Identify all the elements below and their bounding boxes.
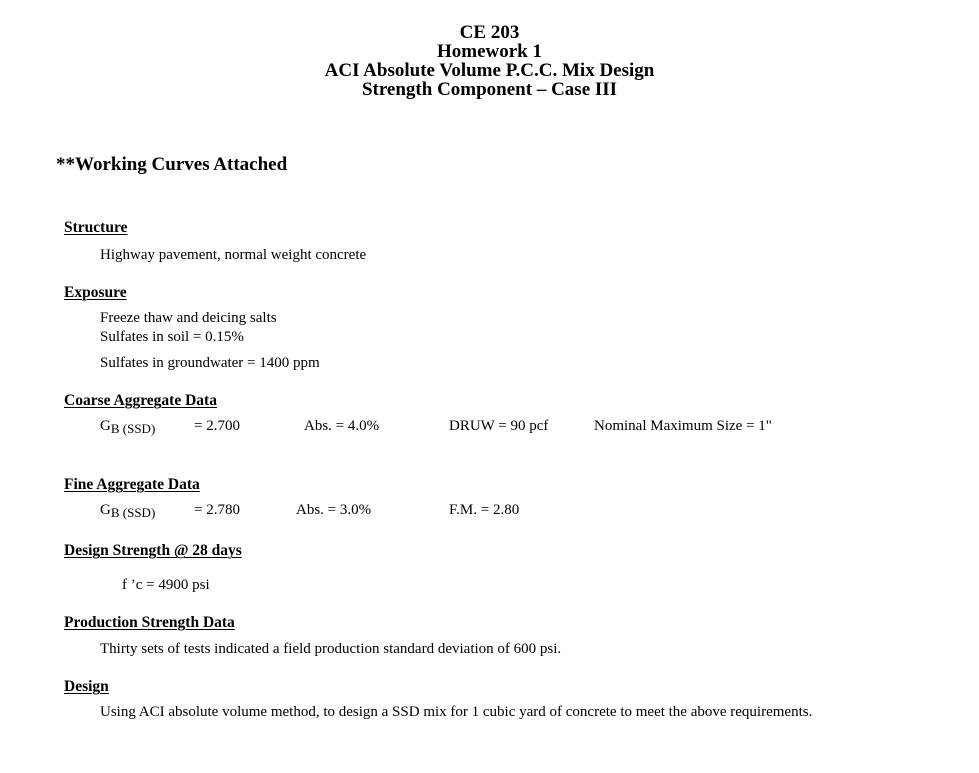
exposure-line-2: Sulfates in soil = 0.15% xyxy=(100,329,244,345)
course-title: CE 203 xyxy=(459,22,520,43)
fine-fineness-modulus: F.M. = 2.80 xyxy=(449,502,520,518)
coarse-nominal-size: Nominal Maximum Size = 1" xyxy=(594,418,772,434)
fine-gb-subscript: B (SSD) xyxy=(110,505,156,520)
exposure-heading: Exposure xyxy=(64,284,127,301)
fine-aggregate-heading: Fine Aggregate Data xyxy=(64,476,200,493)
assignment-title: Homework 1 xyxy=(436,41,542,62)
design-strength-value: f ’c = 4900 psi xyxy=(122,577,210,593)
coarse-aggregate-heading: Coarse Aggregate Data xyxy=(64,392,217,409)
structure-text: Highway pavement, normal weight concrete xyxy=(100,247,367,263)
fine-gb-value: = 2.780 xyxy=(194,502,240,518)
document-subtitle: Strength Component – Case III xyxy=(361,79,618,100)
design-strength-heading: Design Strength @ 28 days xyxy=(64,542,242,559)
design-text: Using ACI absolute volume method, to design a SSD mix for 1 cubic yard of concrete to meet the above requirements. xyxy=(100,704,813,720)
coarse-gb-letter: G xyxy=(100,418,111,434)
coarse-absorption: Abs. = 4.0% xyxy=(304,418,380,434)
coarse-gb-symbol xyxy=(100,418,155,435)
design-heading: Design xyxy=(64,678,109,695)
production-strength-text: Thirty sets of tests indicated a field production standard deviation of 600 psi. xyxy=(100,641,562,657)
fine-absorption: Abs. = 3.0% xyxy=(296,502,372,518)
fine-gb-letter: G xyxy=(100,502,111,518)
structure-heading: Structure xyxy=(64,219,128,236)
working-curves-note: **Working Curves Attached xyxy=(56,154,288,175)
coarse-gb-value: = 2.700 xyxy=(194,418,240,434)
title-block xyxy=(0,23,979,99)
production-strength-heading: Production Strength Data xyxy=(64,614,235,631)
fine-gb-symbol xyxy=(100,502,155,519)
exposure-line-3: Sulfates in groundwater = 1400 ppm xyxy=(100,355,320,371)
coarse-gb-subscript: B (SSD) xyxy=(110,421,156,436)
coarse-druw: DRUW = 90 pcf xyxy=(449,418,549,434)
exposure-line-1: Freeze thaw and deicing salts xyxy=(100,310,277,326)
document-title: ACI Absolute Volume P.C.C. Mix Design xyxy=(324,60,655,81)
